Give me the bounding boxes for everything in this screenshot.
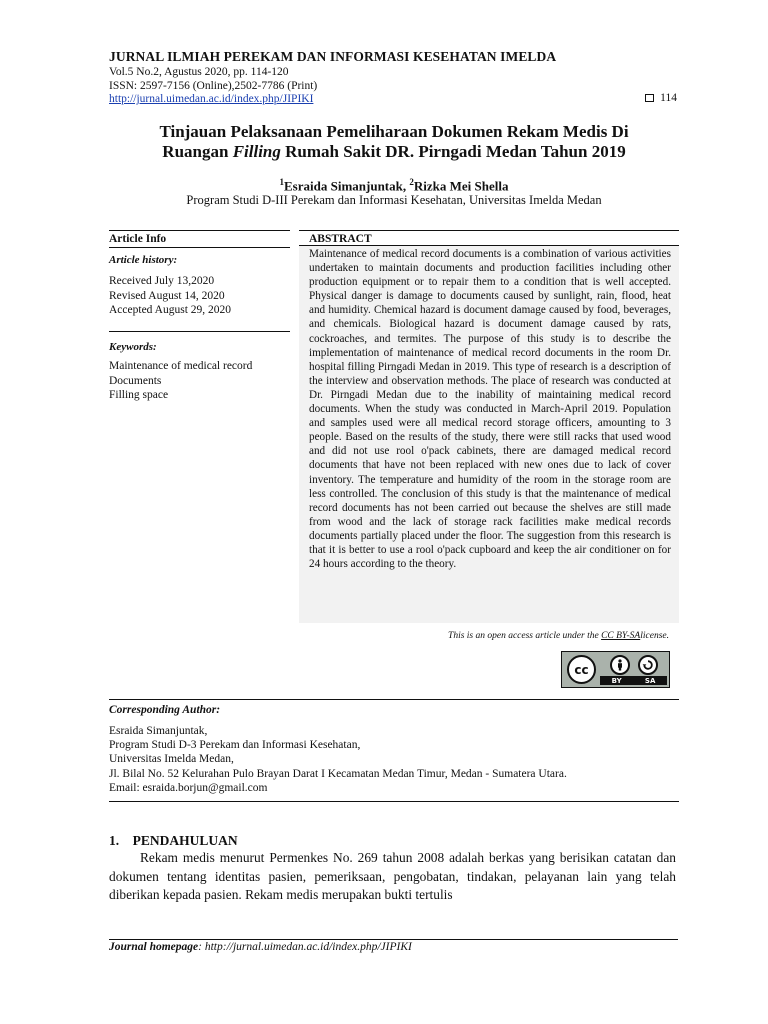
author-1-sup: 1	[279, 177, 285, 187]
volume-info: Vol.5 No.2, Agustus 2020, pp. 114-120	[109, 66, 289, 78]
intro-paragraph	[109, 849, 676, 905]
article-title	[100, 122, 688, 162]
article-info-underline	[109, 247, 290, 248]
abstract-top-rule	[299, 230, 679, 231]
license-note	[448, 631, 669, 641]
keyword-1-line-1: Maintenance of medical record	[109, 360, 253, 372]
footer-url-link[interactable]: http://jurnal.uimedan.ac.id/index.php/JIPIKI	[204, 941, 412, 953]
footer-sep: :	[198, 941, 205, 953]
issn-info: ISSN: 2597-7156 (Online),2502-7786 (Print)	[109, 80, 318, 92]
keywords-heading: Keywords:	[109, 341, 157, 353]
license-pre: This is an open access article under the	[448, 631, 602, 641]
badge-sa-label: SA	[644, 676, 656, 685]
history-heading: Article history:	[109, 254, 178, 266]
title-line-2-italic: Filling	[232, 142, 281, 161]
corresponding-line-2: Program Studi D-3 Perekam dan Informasi Kesehatan,	[109, 739, 361, 751]
cc-by-sa-badge[interactable]	[561, 651, 670, 688]
corresponding-heading: Corresponding Author:	[109, 704, 221, 716]
page-number	[645, 92, 677, 104]
corresponding-email: Email: esraida.borjun@gmail.com	[109, 782, 268, 794]
corresponding-line-1: Esraida Simanjuntak,	[109, 725, 208, 737]
date-revised: Revised August 14, 2020	[109, 290, 225, 302]
keywords-rule	[109, 331, 290, 332]
section-heading-pendahuluan: 1. PENDAHULUAN	[109, 833, 238, 848]
corresponding-top-rule	[109, 699, 679, 700]
cc-icon: cc	[567, 655, 596, 684]
article-info-heading: Article Info	[109, 233, 167, 245]
date-accepted: Accepted August 29, 2020	[109, 304, 232, 316]
abstract-text: Maintenance of medical record documents is a combination of various activities undertaken to maintain documents and production facilities including other production equipment or to repair them to a condition that is well accepted. Physical danger is damage to documents caused by sunlight, rain, flood, heat and humidity. Chemical hazard is document damage caused by food, beverages, and chemicals. Biological hazard is document damage caused by rats, cockroaches, and termites. The purpose of this study is to describe the implementation of maintenance of medical record documents in the room Dr. hospital filling Pirngadi Medan in 2019. This type of research is a description of the interview and observation methods. The place of research was conducted at Dr. Pirngadi Medan due to the inability of maintaining medical record documents. When the study was conducted in March-April 2019. Population and samples used were all medical record storage officers, amounting to 3 people. Based on the results of the study, there were still racks that used wood and did not use rool o'pack cabinets, there are damaged medical record documents that have not been replaced with new ones due to lack of cover inventory. The temperature and humidity of the room in the storage room are less controlled. The conclusion of this study is that the maintenance of medical record documents has not been carried out because the shelves are still made from wood and the lack of storage rack facilities make medical records documents partially placed under the floor. The suggestion from this research is that it is better to use a rool o'pack cupboard and keep the air conditioner on for 24 hours according to the theory.	[309, 248, 671, 571]
affiliation: Program Studi D-III Perekam dan Informasi Kesehatan, Universitas Imelda Medan	[186, 193, 602, 207]
intro-text: Rekam medis menurut Permenkes No. 269 tahun 2008 adalah berkas yang berisikan catatan dan dokumen tentang identitas pasien, pemeriksaan, pengobatan, tindakan, pelayanan lain yang telah diberikan kepada pasien. Rekam medis merupakan bukti tertulis	[109, 850, 676, 902]
attribution-icon	[610, 655, 630, 675]
article-info-top-rule	[109, 230, 290, 231]
corresponding-line-4: Jl. Bilal No. 52 Kelurahan Pulo Brayan Darat I Kecamatan Medan Timur, Medan - Sumatera Utara.	[109, 768, 567, 780]
author-list	[100, 177, 688, 194]
cc-by-sa-link[interactable]: CC BY-SA	[601, 631, 641, 641]
title-line-1: Tinjauan Pelaksanaan Pemeliharaan Dokumen Rekam Medis Di	[159, 122, 629, 141]
title-line-2-pre: Ruangan	[162, 142, 233, 161]
author-2-name: Rizka Mei Shella	[413, 178, 509, 194]
share-alike-icon	[638, 655, 658, 675]
keyword-2: Filling space	[109, 389, 169, 401]
abstract-heading: ABSTRACT	[309, 233, 372, 245]
corresponding-bottom-rule	[109, 801, 679, 802]
badge-by-label: BY	[611, 676, 622, 685]
license-post: license.	[640, 631, 669, 641]
corresponding-line-3: Universitas Imelda Medan,	[109, 753, 234, 765]
page-icon	[645, 94, 654, 102]
badge-label-strip	[600, 676, 667, 685]
journal-homepage-footer	[109, 941, 412, 953]
footer-label: Journal homepage	[109, 941, 199, 953]
footer-rule	[109, 939, 678, 940]
page-number-text: 114	[660, 92, 677, 104]
author-2-sup: 2	[409, 177, 414, 187]
keyword-1-line-2: Documents	[109, 375, 162, 387]
author-1-name: Esraida Simanjuntak,	[284, 178, 410, 194]
journal-url-link[interactable]: http://jurnal.uimedan.ac.id/index.php/JIPIKI	[109, 93, 314, 105]
journal-name: JURNAL ILMIAH PEREKAM DAN INFORMASI KESEHATAN IMELDA	[109, 49, 557, 64]
date-received: Received July 13,2020	[109, 275, 215, 287]
title-line-2-post: Rumah Sakit DR. Pirngadi Medan Tahun 2019	[280, 142, 626, 161]
title-line-2	[100, 142, 688, 162]
